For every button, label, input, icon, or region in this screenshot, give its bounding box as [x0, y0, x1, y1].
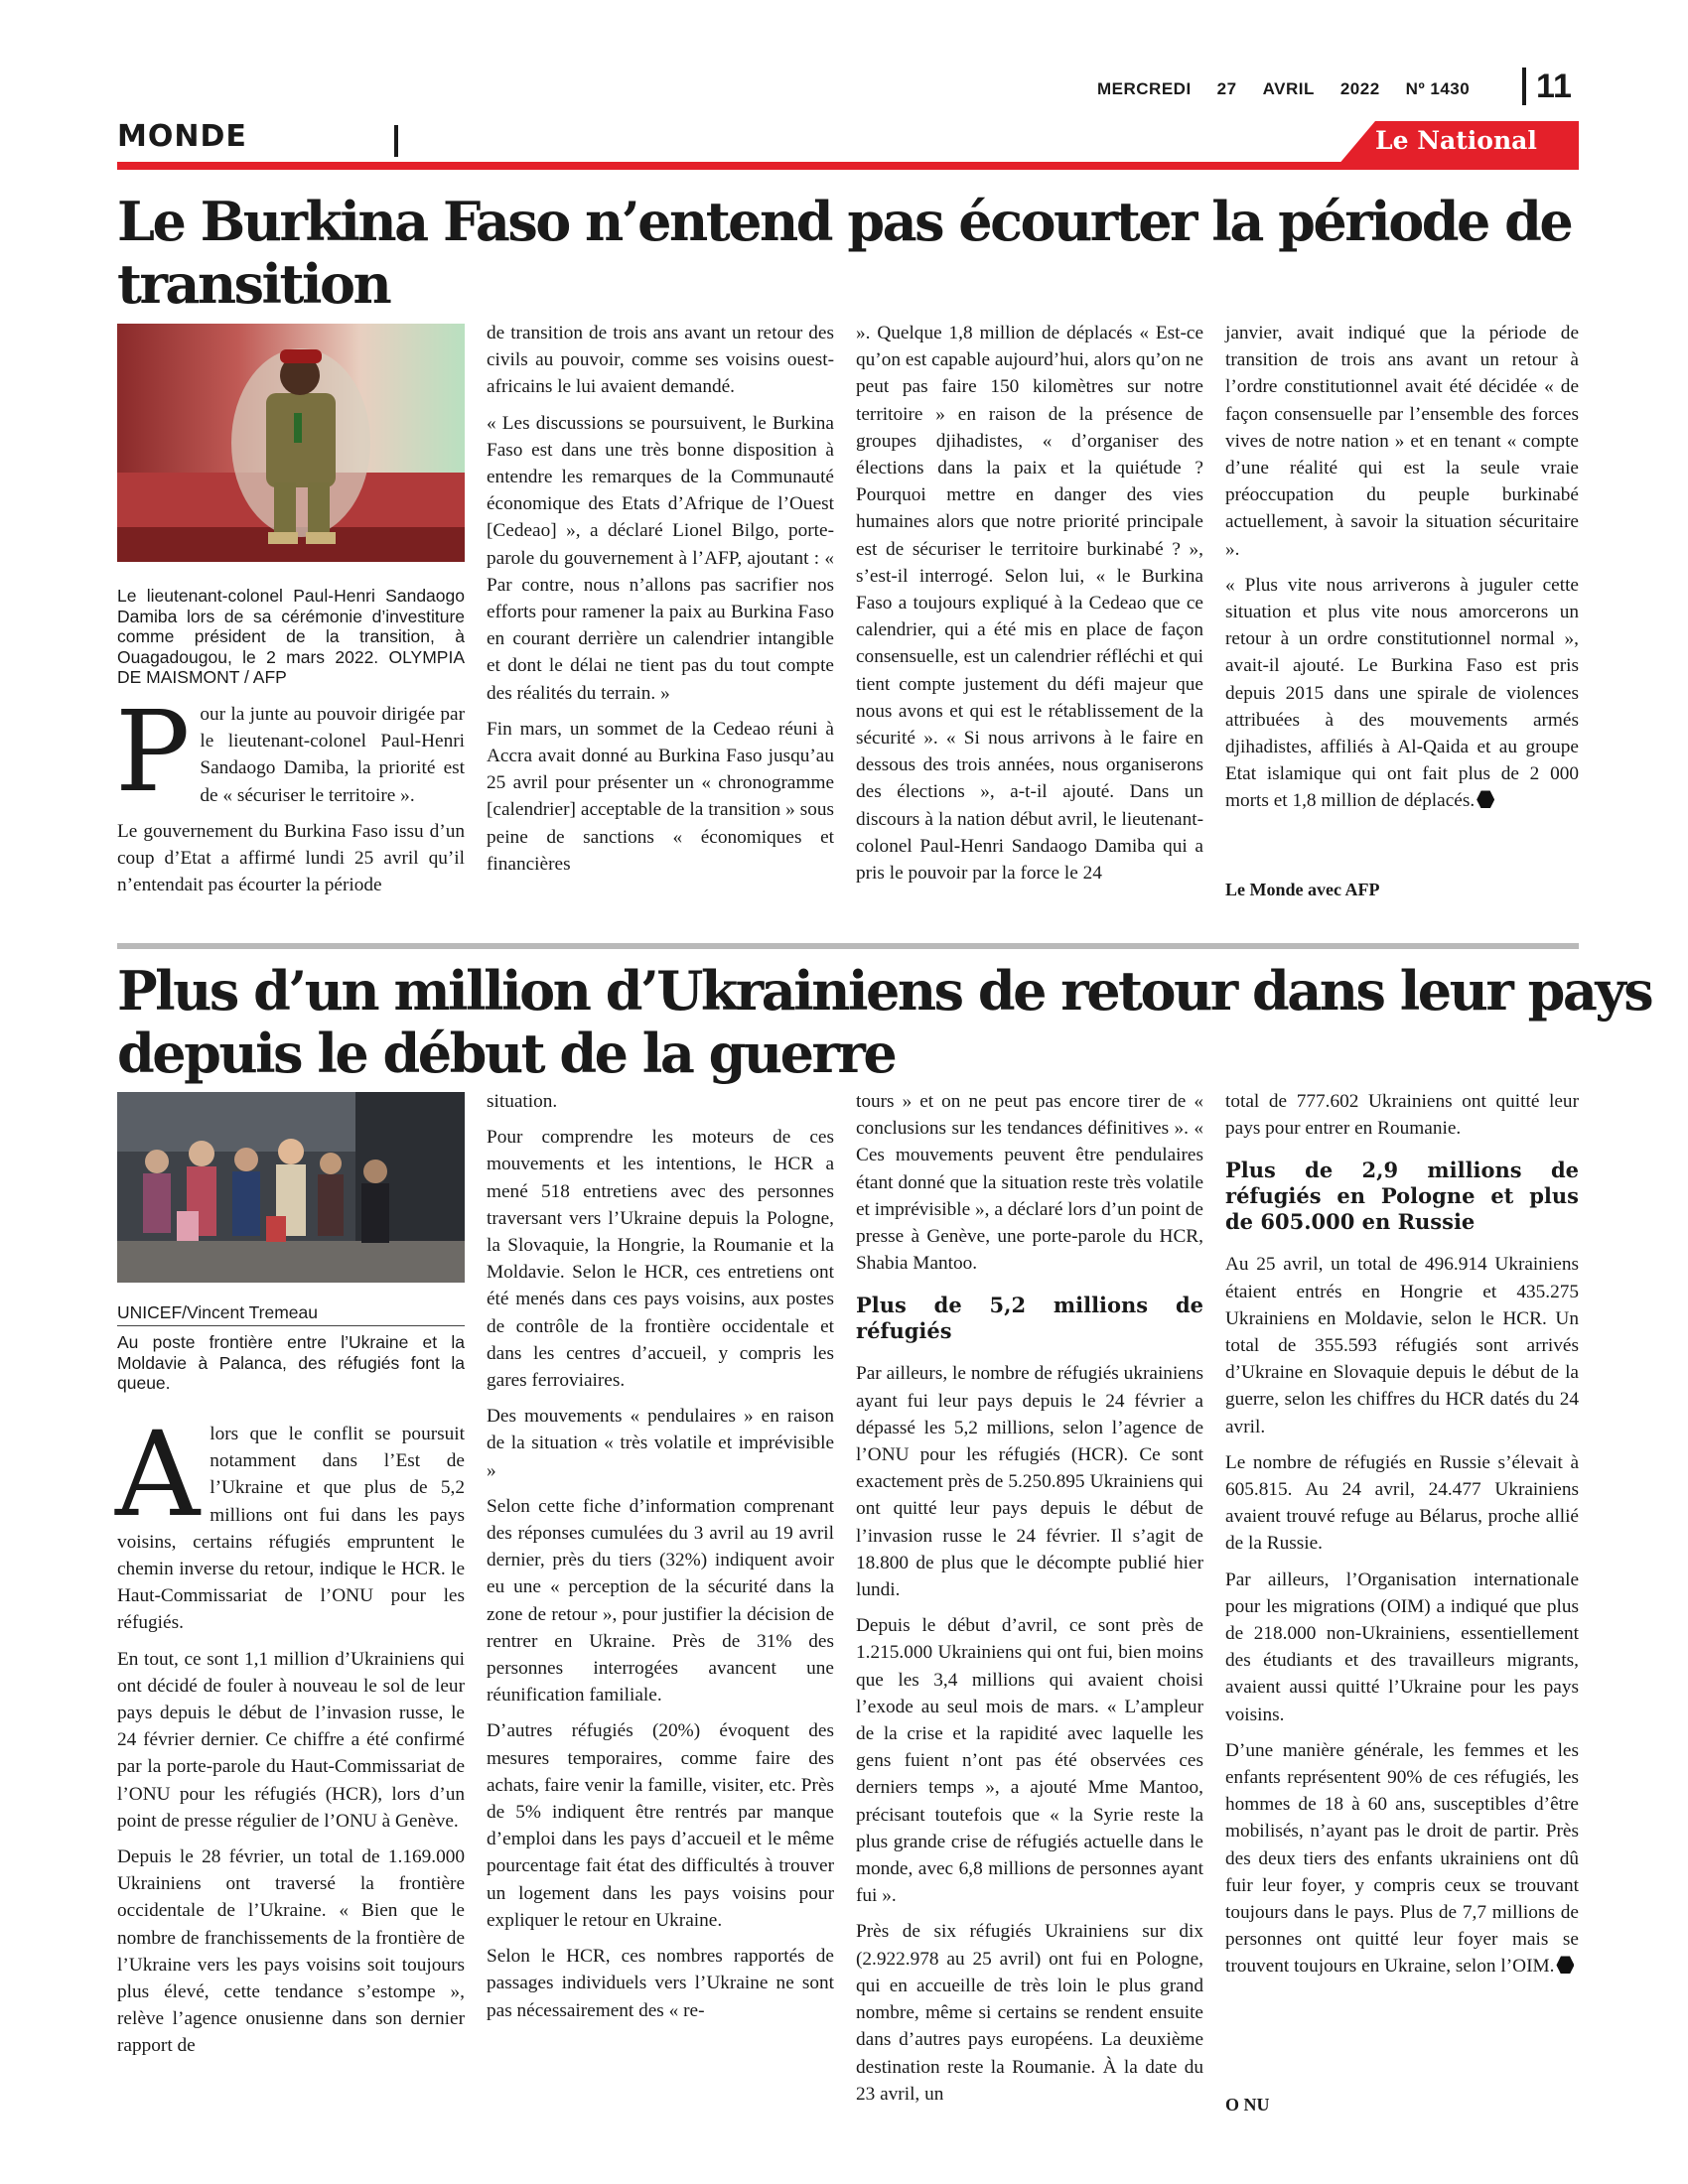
article2-col1: [115, 1406, 465, 2069]
article2-headline: [117, 960, 1651, 1085]
article1-headline: [117, 191, 1571, 316]
article2-col4: [1225, 1088, 1579, 1989]
brand-name: Le National: [1375, 126, 1537, 155]
article1-col1: [115, 688, 465, 907]
article2-headline-line1: Plus d’un million d’Ukrainiens de retour dans leur pays: [117, 959, 1652, 1023]
article2-photo: [117, 1092, 465, 1283]
article1-col4: [1225, 320, 1579, 824]
article1-paragraph: Fin mars, un sommet de la Cedeao réuni à Accra avait donné au Burkina Faso jusqu’au 25 avril pour présenter un « chronogramme [calendrier] acceptable de la transition » sous peine de sanctions « économiques et financières: [487, 718, 834, 875]
article2-headline-line2: depuis le début de la guerre: [117, 1022, 896, 1085]
end-mark-icon: [1477, 790, 1494, 808]
article1-lead: our la junte au pouvoir dirigée par le lieutenant-colonel Paul-Henri Sandaogo Damiba, la priorité est de « sécuriser le territoire ».: [200, 704, 465, 806]
article1-headline-line2: transition: [117, 252, 390, 316]
article2-paragraph: Pour comprendre les moteurs de ces mouvements et les intentions, le HCR a mené 518 entretiens avec des personnes traversant vers l’Ukraine depuis la Pologne, la Slovaquie, la Hongrie, la Roumanie et la Moldavie. Selon le HCR, ces entretiens ont été menés dans ces pays voisins, aux postes de contrôle de la frontière occidentale et dans les centres d’accueil, y compris les gares ferroviaires.: [487, 1127, 834, 1392]
article2-paragraph: Au 25 avril, un total de 496.914 Ukrainiens étaient entrés en Hongrie et 435.275 Ukrainiens en Moldavie, selon le HCR. Un total de 355.593 réfugiés sont arrivés d’Ukraine en Slovaquie depuis le début de la guerre, selon les chiffres du HCR datés du 24 avril.: [1225, 1254, 1579, 1437]
article2-paragraph: Le nombre de réfugiés en Russie s’élevait à 605.815. Au 24 avril, 24.477 Ukrainiens avaient trouvé refuge au Bélarus, proche allié de la Russie.: [1225, 1451, 1579, 1555]
article2-paragraph: Des mouvements « pendulaires » en raison de la situation « très volatile et imprévisible »: [487, 1406, 834, 1481]
page-number: 11: [1536, 68, 1572, 105]
article2-paragraph: Selon le HCR, ces nombres rapportés de passages individuels vers l’Ukraine ne sont pas nécessairement des « re-: [487, 1946, 834, 2021]
article2-lead: lors que le conflit se poursuit notamment dans l’Est de l’Ukraine et que plus de 5,2 millions ont fui dans les pays voisins, certains réfugiés empruntent le chemin inverse du retour, indique le HCR. le Haut-Commissariat de l’ONU pour les réfugiés.: [117, 1424, 465, 1634]
article2-signature: O NU: [1225, 2095, 1270, 2115]
article2-paragraph: total de 777.602 Ukrainiens ont quitté leur pays pour entrer en Roumanie.: [1225, 1091, 1579, 1140]
section-title: MONDE: [117, 119, 247, 154]
article2-col3: [856, 1088, 1203, 2116]
article2-paragraph: Près de six réfugiés Ukrainiens sur dix (2.922.978 au 25 avril) ont fui en Pologne, qui en accueille de très loin le plus grand nombre, même si certains se rendent ensuite dans d’autres pays européens. La deuxième destination reste la Roumanie. À la date du 23 avril, un: [856, 1921, 1203, 2105]
military-leader-photo-icon: [117, 324, 465, 562]
day: 27: [1216, 79, 1237, 98]
article2-subheading: Plus de 2,9 millions de réfugiés en Pologne et plus de 605.000 en Russie: [1225, 1158, 1579, 1235]
article2-paragraph: D’autres réfugiés (20%) évoquent des mesures temporaires, comme faire des achats, faire venir la famille, visiter, etc. Près de 5% indiquent être rentrés par manque d’emploi dans les pays d’accueil et le même pourcentage fait état des difficultés à trouver un logement dans les pays voisins pour expliquer le retour en Ukraine.: [487, 1720, 834, 1931]
section-divider: [394, 125, 398, 157]
article2-paragraph: Selon cette fiche d’information comprenant des réponses cumulées du 3 avril au 19 avril dernier, près du tiers (32%) indiquent avoir eu une « perception de la sécurité dans la zone de retour », pour justifier la décision de rentrer en Ukraine. Près de 31% des personnes interrogées avancent une réunification familiale.: [487, 1495, 834, 1706]
year: 2022: [1339, 79, 1380, 98]
article2-col2: [487, 1088, 834, 2033]
article1-dropcap: P: [115, 688, 191, 817]
article2-paragraph: situation.: [487, 1091, 558, 1112]
article1-photo: [117, 324, 465, 562]
article1-paragraph: ». Quelque 1,8 million de déplacés « Est-ce qu’on est capable aujourd’hui, alors qu’on ne peut pas faire 150 kilomètres sur notre territoire » en raison de la présence de groupes djihadistes, « d’organiser des élections dans la paix et la quiétude ? Pourquoi mettre en danger des vies humaines alors que notre priorité principale est de sécuriser le territoire burkinabé ? », s’est-il interrogé. Selon lui, « le Burkina Faso a toujours expliqué à la Cedeao que ce calendrier, qui a été mis en place de façon consensuelle, est un calendrier réfléchi et qui tient compte justement du défi majeur que nous avons et qui est le rétablissement de la sécurité ». « Si nous arrivons à le faire en dessous des trois années, nous organiserons des élections », a-t-il ajouté. Dans un discours à la nation début avril, le lieutenant-colonel Paul-Henri Sandaogo Damiba qui a pris le pouvoir par la force le 24: [856, 323, 1203, 885]
article1-signature: Le Monde avec AFP: [1225, 880, 1380, 899]
month: AVRIL: [1262, 79, 1315, 98]
article1-col2: [487, 320, 834, 887]
issue-number: Nº 1430: [1405, 79, 1471, 98]
article1-caption: Le lieutenant-colonel Paul-Henri Sandaogo Damiba lors de sa cérémonie d’investiture comme président de la transition, à Ouagadougou, le 2 mars 2022. OLYMPIA DE MAISMONT / AFP: [117, 586, 465, 687]
weekday: MERCREDI: [1097, 79, 1192, 98]
article2-paragraph: tours » et on ne peut pas encore tirer de « conclusions sur les tendances définitives ». « Ces mouvements peuvent être pendulaires étant donné que la situation reste très volatile et imprévisible », a déclaré lors d’un point de presse à Genève, une porte-parole du HCR, Shabia Mantoo.: [856, 1091, 1203, 1275]
article2-paragraph: Depuis le début d’avril, ce sont près de 1.215.000 Ukrainiens qui ont fui, bien moins que les 3,4 millions qui avaient choisi l’exode au seul mois de mars. « L’ampleur de la crise et la rapidité avec laquelle les gens fuient n’ont pas été observées ces derniers temps », a ajouté Mme Mantoo, précisant toutefois que « la Syrie reste la plus grande crise de réfugiés actuelle dans le monde, avec 6,8 millions de personnes ayant fui ».: [856, 1615, 1203, 1907]
article2-photo-credit: UNICEF/Vincent Tremeau: [117, 1302, 465, 1326]
article2-subheading: Plus de 5,2 millions de réfugiés: [856, 1293, 1203, 1344]
article2-paragraph: Par ailleurs, le nombre de réfugiés ukrainiens ayant fui leur pays depuis le 24 février a dépassé les 5,2 millions, selon l’agence de l’ONU pour les réfugiés (HCR). Ce sont exactement près de 5.250.895 Ukrainiens qui ont quitté leur pays depuis le début de l’invasion russe le 24 février. Il s’agit de 18.800 de plus que le décompte publié hier lundi.: [856, 1363, 1203, 1601]
article2-paragraph: Depuis le 28 février, un total de 1.169.000 Ukrainiens ont traversé la frontière occidentale de l’Ukraine. « Bien que le nombre de franchissements de la frontière de l’Ukraine vers les pays voisins soit toujours plus élevé, cette tendance s’estompe », relève l’agence onusienne dans son dernier rapport de: [117, 1846, 465, 2057]
article2-caption: Au poste frontière entre l’Ukraine et la Moldavie à Palanca, des réfugiés font la queue.: [117, 1332, 465, 1393]
article2-dropcap: A: [115, 1406, 201, 1543]
article1-paragraph: janvier, avait indiqué que la période de transition de trois ans avant un retour à l’ordre constitutionnel avait été décidée « de façon consensuelle par l’ensemble des forces vives de notre nation » et en tenant « compte d’une réalité qui est la seule vraie préoccupation du peuple burkinabé actuellement, à savoir la situation sécuritaire ».: [1225, 323, 1579, 560]
article2-paragraph: Par ailleurs, l’Organisation internationale pour les migrations (OIM) a indiqué que plus de 218.000 non-Ukrainiens, essentiellement des étudiants et des travailleurs migrants, avaient aussi quitté l’Ukraine pour les pays voisins.: [1225, 1569, 1579, 1725]
article1-paragraph: de transition de trois ans avant un retour des civils au pouvoir, comme ses voisins ouest-africains le lui avaient demandé.: [487, 323, 834, 398]
end-mark-icon: [1556, 1956, 1574, 1974]
refugees-crowd-photo-icon: [117, 1092, 465, 1283]
date-line: [1097, 79, 1495, 99]
article2-paragraph: En tout, ce sont 1,1 million d’Ukrainiens qui ont décidé de fouler à nouveau le sol de leur pays depuis le début de l’invasion russe, le 24 février dernier. Ce chiffre a été confirmé par la porte-parole du Haut-Commissariat de l’ONU pour les réfugiés (HCR), lors d’un point de presse régulier de l’ONU à Genève.: [117, 1648, 465, 1832]
article2-paragraph: D’une manière générale, les femmes et les enfants représentent 90% de ces réfugiés, les hommes de 18 à 60 ans, susceptibles d’être mobilisés, n’ayant pas le droit de partir. Près des deux tiers des enfants ukrainiens ont dû fuir leur foyer, y compris ceux se trouvant toujours dans le pays. Plus de 7,7 millions de personnes ont quitté leur foyer mais se trouvent toujours en Ukraine, selon l’OIM.: [1225, 1739, 1579, 1978]
article1-paragraph: « Plus vite nous arriverons à juguler cette situation et plus vite nous amorcerons un retour à un ordre constitutionnel normal », avait-il ajouté. Le Burkina Faso est pris depuis 2015 dans une spirale de violences attribuées à des mouvements armés djihadistes, affiliés à Al-Qaida et au groupe Etat islamique qui ont fait plus de 2 000 morts et 1,8 million de déplacés.: [1225, 574, 1579, 812]
article1-paragraph: Le gouvernement du Burkina Faso issu d’un coup d’Etat a affirmé lundi 25 avril qu’il n’entendait pas écourter la période: [117, 820, 465, 896]
article1-paragraph: « Les discussions se poursuivent, le Burkina Faso est dans une très bonne disposition à entendre les remarques de la Communauté économique des Etats d’Afrique de l’Ouest [Cedeao] », a déclaré Lionel Bilgo, porte-parole du gouvernement à l’AFP, ajoutant : « Par contre, nous n’allons pas sacrifier nos efforts pour ramener la paix au Burkina Faso en courant derrière un calendrier intangible et dont le délai ne tient pas du tout compte des réalités du terrain. »: [487, 412, 834, 704]
article-separator: [117, 943, 1579, 949]
header-divider: [1522, 68, 1526, 105]
article1-headline-line1: Le Burkina Faso n’entend pas écourter la période de: [117, 190, 1572, 253]
article1-col3: [856, 320, 1203, 895]
